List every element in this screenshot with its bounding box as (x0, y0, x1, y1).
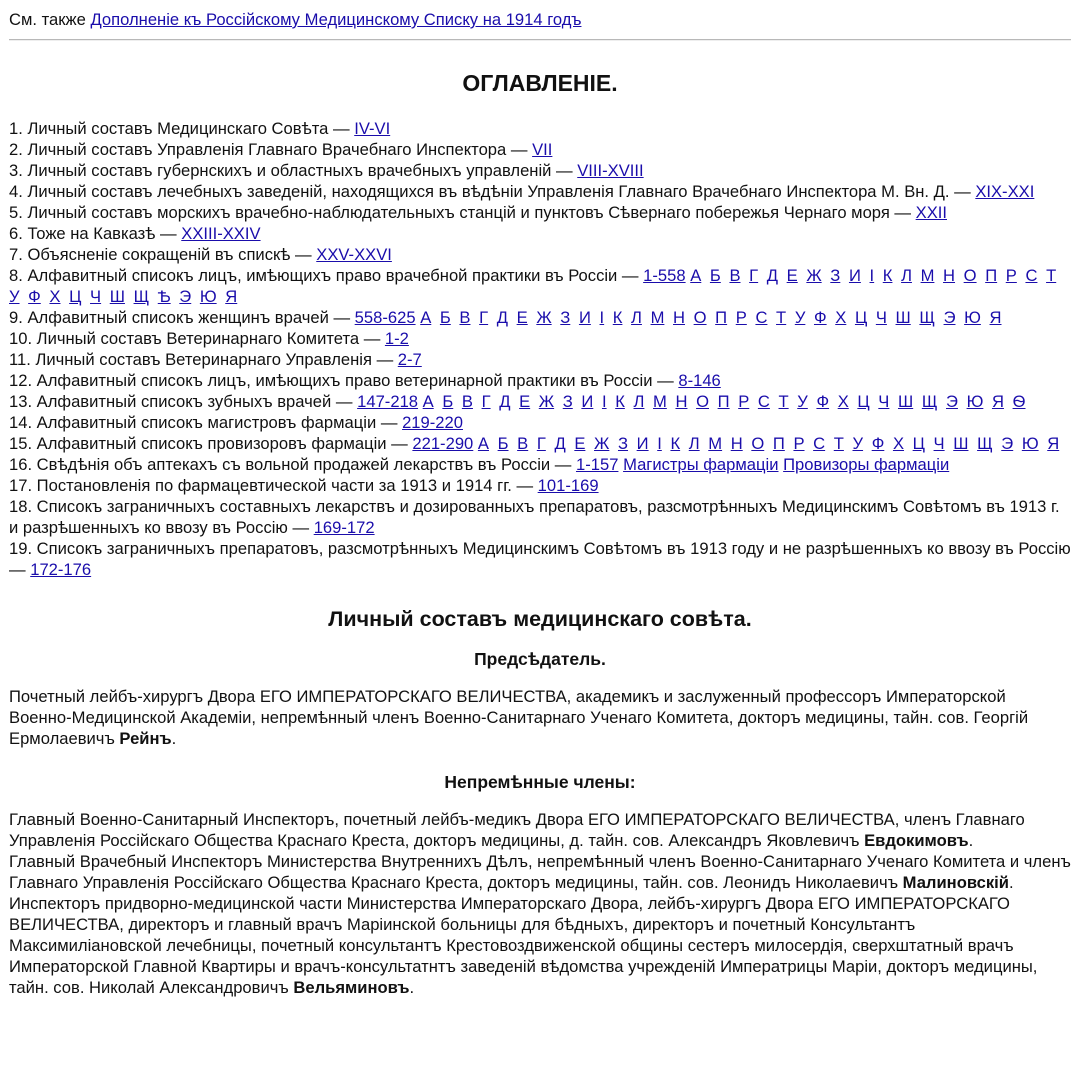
toc-item-text: 14. Алфавитный списокъ магистровъ фармаціи — (9, 413, 403, 432)
chair-heading: Предсѣдатель. (474, 649, 606, 669)
member-text: Главный Военно-Санитарный Инспекторъ, почетный лейбъ-медикъ Двора ЕГО ИМПЕРАТОРСКАГО ВЕЛИЧЕСТВА, членъ Главнаго Управленія Россійскаго Общества Краснаго Креста, докторъ медицины, д. тайн. сов. Александръ Яковлевичъ (9, 810, 1025, 850)
toc-page-link[interactable]: VIII-XVIII (577, 161, 644, 180)
toc-page-link[interactable]: 1-157 (575, 455, 619, 474)
letter-link[interactable]: Ш (897, 392, 914, 411)
toc-item (9, 328, 1071, 349)
letter-link[interactable]: Ш (109, 287, 125, 306)
toc-item-text: 18. Списокъ заграничныхъ составныхъ лекарствъ и дозированныхъ препаратовъ, разсмотрѣнныхъ Медицинскимъ Совѣтомъ въ 1913 г. и разрѣшенныхъ ко ввозу въ Россію — (9, 497, 1060, 537)
toc-item-text: 15. Алфавитный списокъ провизоровъ фармаціи — (9, 434, 413, 453)
letter-link[interactable]: О (696, 392, 709, 411)
toc-item (9, 454, 1071, 475)
toc-item-text: 13. Алфавитный списокъ зубныхъ врачей — (9, 392, 358, 411)
letter-link[interactable]: К (612, 308, 623, 327)
letter-link[interactable]: Н (675, 392, 688, 411)
letter-link[interactable]: Е (574, 434, 586, 453)
letter-link[interactable]: Ф (871, 434, 885, 453)
letter-link[interactable]: Ц (854, 308, 868, 327)
letter-link[interactable]: Г (749, 266, 759, 285)
toc-title: ОГЛАВЛЕНІЕ. (462, 70, 618, 96)
toc-page-link[interactable]: VII (532, 140, 553, 159)
letter-link[interactable]: Ц (69, 287, 82, 306)
letter-link[interactable]: Л (688, 434, 700, 453)
toc-item (9, 223, 1071, 244)
toc-page-link[interactable]: 2-7 (397, 350, 422, 369)
letter-link[interactable]: З (562, 392, 573, 411)
letter-link[interactable]: Ц (857, 392, 870, 411)
letter-link[interactable]: Г (536, 434, 546, 453)
letter-link[interactable]: У (794, 308, 806, 327)
letter-link[interactable]: Л (901, 266, 912, 285)
letter-link[interactable]: О (963, 266, 977, 285)
letter-link[interactable]: Л (631, 308, 642, 327)
members-list (9, 809, 1071, 998)
letter-link[interactable]: Ю (1021, 434, 1039, 453)
letter-link[interactable]: П (985, 266, 998, 285)
toc-page-link[interactable]: 169-172 (313, 518, 375, 537)
letter-index (478, 434, 1063, 453)
letter-link[interactable]: Ж (538, 392, 555, 411)
letter-link[interactable]: Р (793, 434, 805, 453)
toc-page-link[interactable]: XXII (915, 203, 947, 222)
letter-link[interactable]: Б (709, 266, 721, 285)
toc-item-text: 8. Алфавитный списокъ лицъ, имѣющихъ право врачебной практики въ Россіи — (9, 266, 644, 285)
toc-item-text: 10. Личный составъ Ветеринарнаго Комитета — (9, 329, 385, 348)
letter-link[interactable]: А (690, 266, 702, 285)
letter-link[interactable]: Б (439, 308, 451, 327)
letter-link[interactable]: М (653, 392, 667, 411)
toc-item (9, 160, 1071, 181)
toc-item (9, 202, 1071, 223)
document-page (9, 9, 1071, 998)
letter-link[interactable]: Г (481, 392, 491, 411)
letter-link[interactable]: И (636, 434, 649, 453)
toc-item (9, 391, 1071, 412)
letter-link[interactable]: Щ (921, 392, 938, 411)
see-also-link[interactable]: Дополненіе къ Россійскому Медицинскому Списку на 1914 годъ (90, 10, 582, 29)
toc-page-link[interactable]: 558-625 (354, 308, 416, 327)
toc-page-link[interactable]: 1-558 (643, 266, 686, 285)
letter-link[interactable]: К (670, 434, 681, 453)
letter-link[interactable]: С (755, 308, 768, 327)
letter-link[interactable]: Г (479, 308, 489, 327)
letter-link[interactable]: К (882, 266, 893, 285)
toc-item-text: 16. Свѣдѣнія объ аптекахъ съ вольной продажей лекарствъ въ Россіи — (9, 455, 576, 474)
letter-link[interactable]: І (869, 266, 875, 285)
letter-link[interactable]: Ч (878, 392, 890, 411)
table-of-contents (9, 118, 1071, 580)
toc-item-text: 4. Личный составъ лечебныхъ заведеній, находящихся въ вѣдѣніи Управленія Главнаго Врачебнаго Инспектора М. Вн. Д. — (9, 182, 976, 201)
letter-link[interactable]: Я (1047, 434, 1060, 453)
letter-link[interactable]: В (517, 434, 529, 453)
chair-text: Почетный лейбъ-хирургъ Двора ЕГО ИМПЕРАТОРСКАГО ВЕЛИЧЕСТВА, академикъ и заслуженный профессоръ Императорской Военно-Медицинской Академіи, непремѣнный членъ Военно-Санитарнаго Ученаго Комитета, докторъ медицины, тайн. сов. Георгій Ермолаевичъ (9, 687, 1029, 748)
letter-link[interactable]: І (601, 392, 607, 411)
letter-link[interactable]: Я (989, 308, 1002, 327)
toc-item-text: 12. Алфавитный списокъ лицъ, имѣющихъ право ветеринарной практики въ Россіи — (9, 371, 679, 390)
letter-link[interactable]: Т (778, 392, 789, 411)
toc-page-link[interactable]: XXIII-XXIV (181, 224, 261, 243)
toc-item-text: 9. Алфавитный списокъ женщинъ врачей — (9, 308, 355, 327)
letter-link[interactable]: И (581, 392, 594, 411)
letter-link[interactable]: О (751, 434, 765, 453)
toc-item (9, 181, 1071, 202)
letter-link[interactable]: З (830, 266, 841, 285)
chair-name: Рейнъ (119, 729, 172, 748)
letter-link[interactable]: Х (837, 392, 849, 411)
toc-item (9, 475, 1071, 496)
letter-link[interactable]: К (615, 392, 625, 411)
toc-item-text: 17. Постановленія по фармацевтической части за 1913 и 1914 гг. — (9, 476, 538, 495)
letter-link[interactable]: Р (1005, 266, 1017, 285)
letter-link[interactable]: Т (1046, 266, 1057, 285)
toc-page-link[interactable]: 8-146 (678, 371, 721, 390)
toc-item (9, 433, 1071, 454)
letter-link[interactable]: Е (516, 308, 528, 327)
toc-item-text: 7. Объясненіе сокращеній въ спискѣ — (9, 245, 317, 264)
letter-link[interactable]: І (657, 434, 662, 453)
council-title: Личный составъ медицинскаго совѣта. (328, 607, 752, 631)
letter-link[interactable]: Ѳ (1012, 392, 1026, 411)
toc-page-link[interactable]: Магистры фармаціи (623, 455, 779, 474)
toc-page-link[interactable]: 221-290 (412, 434, 474, 453)
letter-link[interactable]: Ф (816, 392, 830, 411)
letter-link[interactable]: Х (49, 287, 61, 306)
letter-link[interactable]: Щ (133, 287, 150, 306)
letter-link[interactable]: Н (730, 434, 743, 453)
member-name: Вельяминовъ (293, 978, 410, 997)
toc-item-text: 1. Личный составъ Медицинскаго Совѣта — (9, 119, 355, 138)
toc-item (9, 370, 1071, 391)
toc-item (9, 412, 1071, 433)
letter-link[interactable]: У (797, 392, 808, 411)
letter-link[interactable]: В (729, 266, 741, 285)
toc-page-link[interactable]: IV-VI (354, 119, 391, 138)
letter-link[interactable]: Р (735, 308, 747, 327)
letter-link[interactable]: Ф (813, 308, 827, 327)
see-also-line (9, 9, 1071, 30)
toc-item (9, 118, 1071, 139)
letter-index (420, 308, 1005, 327)
letter-link[interactable]: Ч (90, 287, 102, 306)
toc-item (9, 307, 1071, 328)
letter-link[interactable]: С (813, 434, 826, 453)
toc-item (9, 496, 1071, 538)
letter-link[interactable]: И (578, 308, 591, 327)
letter-link[interactable]: Х (835, 308, 847, 327)
letter-link[interactable]: Б (497, 434, 509, 453)
letter-link[interactable]: З (617, 434, 629, 453)
letter-link[interactable]: Д (766, 266, 779, 285)
letter-link[interactable]: В (461, 392, 473, 411)
toc-page-link[interactable]: XIX-XXI (975, 182, 1035, 201)
letter-link[interactable]: Х (892, 434, 905, 453)
letter-link[interactable]: У (9, 287, 20, 306)
letter-link[interactable]: Ч (933, 434, 945, 453)
letter-link[interactable]: Е (519, 392, 531, 411)
letter-link[interactable]: Ш (895, 308, 911, 327)
toc-page-link[interactable]: 101-169 (537, 476, 599, 495)
toc-item (9, 538, 1071, 580)
letter-link[interactable]: Д (496, 308, 508, 327)
toc-item-text: 6. Тоже на Кавказѣ — (9, 224, 182, 243)
letter-link[interactable]: М (650, 308, 665, 327)
letter-link[interactable]: З (560, 308, 571, 327)
letter-link[interactable]: Р (738, 392, 750, 411)
letter-link[interactable]: А (420, 308, 432, 327)
letter-link[interactable]: Н (673, 308, 685, 327)
letter-link[interactable]: Э (1001, 434, 1014, 453)
letter-link[interactable]: Ж (806, 266, 822, 285)
letter-link[interactable]: Ю (199, 287, 217, 306)
member-paragraph: Инспекторъ придворно-медицинской части Министерства Императорскаго Двора, лейбъ-хирургъ Двора ЕГО ИМПЕРАТОРСКАГО ВЕЛИЧЕСТВА, директоръ и главный врачъ Маріинской больницы для бѣдныхъ, директоръ и почетный Консультантъ Максимиліановской лечебницы, почетный консультантъ Крестовоздвиженской общины сестеръ милосердія, сверхштатный врачъ Императорской Главной Квартиры и врачъ-консультатнтъ заведеній вѣдомства учрежденій Императрицы Маріи, докторъ медицины, тайн. сов. Николай Александровичъ Вельяминовъ. (9, 894, 1038, 997)
letter-link[interactable]: С (1025, 266, 1038, 285)
letter-link[interactable]: Ю (964, 308, 981, 327)
see-also-prefix: См. также (9, 10, 86, 29)
letter-link[interactable]: Э (943, 308, 956, 327)
letter-link[interactable]: Е (786, 266, 798, 285)
letter-link[interactable]: І (599, 308, 605, 327)
letter-link[interactable]: М (920, 266, 935, 285)
toc-page-link[interactable]: 1-2 (384, 329, 409, 348)
letter-link[interactable]: Д (499, 392, 511, 411)
letter-index (423, 392, 1030, 411)
letter-link[interactable]: Ю (966, 392, 984, 411)
toc-item-text: 5. Личный составъ морскихъ врачебно-наблюдательныхъ станцій и пунктовъ Сѣвернаго побережья Чернаго моря — (9, 203, 916, 222)
member-paragraph: Главный Врачебный Инспекторъ Министерства Внутреннихъ Дѣлъ, непремѣнный членъ Военно-Санитарнаго Ученаго Комитета и членъ Главнаго Управленія Россійскаго Общества Краснаго Креста, докторъ медицины, тайн. сов. Леонидъ Николаевичъ Малиновскій. (9, 852, 1071, 892)
letter-link[interactable]: П (715, 308, 728, 327)
letter-link[interactable]: С (757, 392, 770, 411)
letter-link[interactable]: Ж (536, 308, 552, 327)
letter-link[interactable]: Т (776, 308, 787, 327)
letter-link[interactable]: И (848, 266, 861, 285)
letter-link[interactable]: У (852, 434, 864, 453)
letter-link[interactable]: Т (833, 434, 844, 453)
letter-link[interactable]: А (477, 434, 489, 453)
letter-link[interactable]: Л (633, 392, 645, 411)
toc-item-text: 3. Личный составъ губернскихъ и областныхъ врачебныхъ управленій — (9, 161, 578, 180)
letter-link[interactable]: О (693, 308, 707, 327)
letter-link[interactable]: П (717, 392, 730, 411)
toc-page-link[interactable]: 219-220 (402, 413, 463, 432)
member-text: Инспекторъ придворно-медицинской части Министерства Императорскаго Двора, лейбъ-хирургъ Двора ЕГО ИМПЕРАТОРСКАГО ВЕЛИЧЕСТВА, директоръ и главный врачъ Маріинской больницы для бѣдныхъ, директоръ и почетный Консультантъ Максимиліановской лечебницы, почетный консультантъ Крестовоздвиженской общины сестеръ милосердія, сверхштатный врачъ Императорской Главной Квартиры и врачъ-консультатнтъ заведеній вѣдомства учрежденій Императрицы Маріи, докторъ медицины, тайн. сов. Николай Александровичъ (9, 894, 1038, 997)
toc-item (9, 349, 1071, 370)
member-paragraph: Главный Военно-Санитарный Инспекторъ, почетный лейбъ-медикъ Двора ЕГО ИМПЕРАТОРСКАГО ВЕЛИЧЕСТВА, членъ Главнаго Управленія Россійскаго Общества Краснаго Креста, докторъ медицины, д. тайн. сов. Александръ Яковлевичъ Евдокимовъ. (9, 810, 1025, 850)
letter-link[interactable]: П (772, 434, 785, 453)
letter-link[interactable]: Щ (919, 308, 935, 327)
letter-link[interactable]: М (708, 434, 723, 453)
toc-page-link[interactable]: XXV-XXVI (316, 245, 392, 264)
member-text: Главный Врачебный Инспекторъ Министерства Внутреннихъ Дѣлъ, непремѣнный членъ Военно-Санитарнаго Ученаго Комитета и членъ Главнаго Управленія Россійскаго Общества Краснаго Креста, докторъ медицины, тайн. сов. Леонидъ Николаевичъ (9, 852, 1071, 892)
letter-link[interactable]: Ч (875, 308, 887, 327)
member-name: Малиновскій (902, 873, 1009, 892)
letter-link[interactable]: Ш (953, 434, 969, 453)
toc-item-text: 11. Личный составъ Ветеринарнаго Управленія — (9, 350, 398, 369)
toc-item (9, 244, 1071, 265)
letter-link[interactable]: А (422, 392, 434, 411)
letter-link[interactable]: Ѣ (157, 287, 171, 306)
horizontal-rule (9, 39, 1071, 41)
chair-paragraph: Почетный лейбъ-хирургъ Двора ЕГО ИМПЕРАТОРСКАГО ВЕЛИЧЕСТВА, академикъ и заслуженный профессоръ Императорской Военно-Медицинской Академіи, непремѣнный членъ Военно-Санитарнаго Ученаго Комитета, докторъ медицины, тайн. сов. Георгій Ермолаевичъ Рейнъ. (9, 687, 1029, 748)
letter-link[interactable]: В (459, 308, 471, 327)
members-heading: Непремѣнные члены: (444, 772, 636, 792)
toc-page-link[interactable]: Провизоры фармаціи (783, 455, 950, 474)
toc-item (9, 265, 1071, 307)
toc-page-link[interactable]: 147-218 (357, 392, 419, 411)
letter-link[interactable]: Н (943, 266, 956, 285)
toc-item-text: 2. Личный составъ Управленія Главнаго Врачебнаго Инспектора — (9, 140, 533, 159)
toc-item (9, 139, 1071, 160)
letter-link[interactable]: Я (225, 287, 238, 306)
letter-link[interactable]: Б (442, 392, 454, 411)
letter-link[interactable]: Д (554, 434, 566, 453)
letter-link[interactable]: Э (179, 287, 192, 306)
member-name: Евдокимовъ (864, 831, 969, 850)
letter-link[interactable]: Я (991, 392, 1004, 411)
toc-page-link[interactable]: 172-176 (30, 560, 92, 579)
letter-link[interactable]: Ж (594, 434, 610, 453)
letter-link[interactable]: Э (946, 392, 958, 411)
letter-link[interactable]: Щ (977, 434, 993, 453)
toc-item-text: 19. Списокъ заграничныхъ препаратовъ, разсмотрѣнныхъ Медицинскимъ Совѣтомъ въ 1913 году и не разрѣшенныхъ ко ввозу въ Россію — (9, 539, 1071, 579)
letter-link[interactable]: Ф (28, 287, 41, 306)
letter-link[interactable]: Ц (912, 434, 925, 453)
